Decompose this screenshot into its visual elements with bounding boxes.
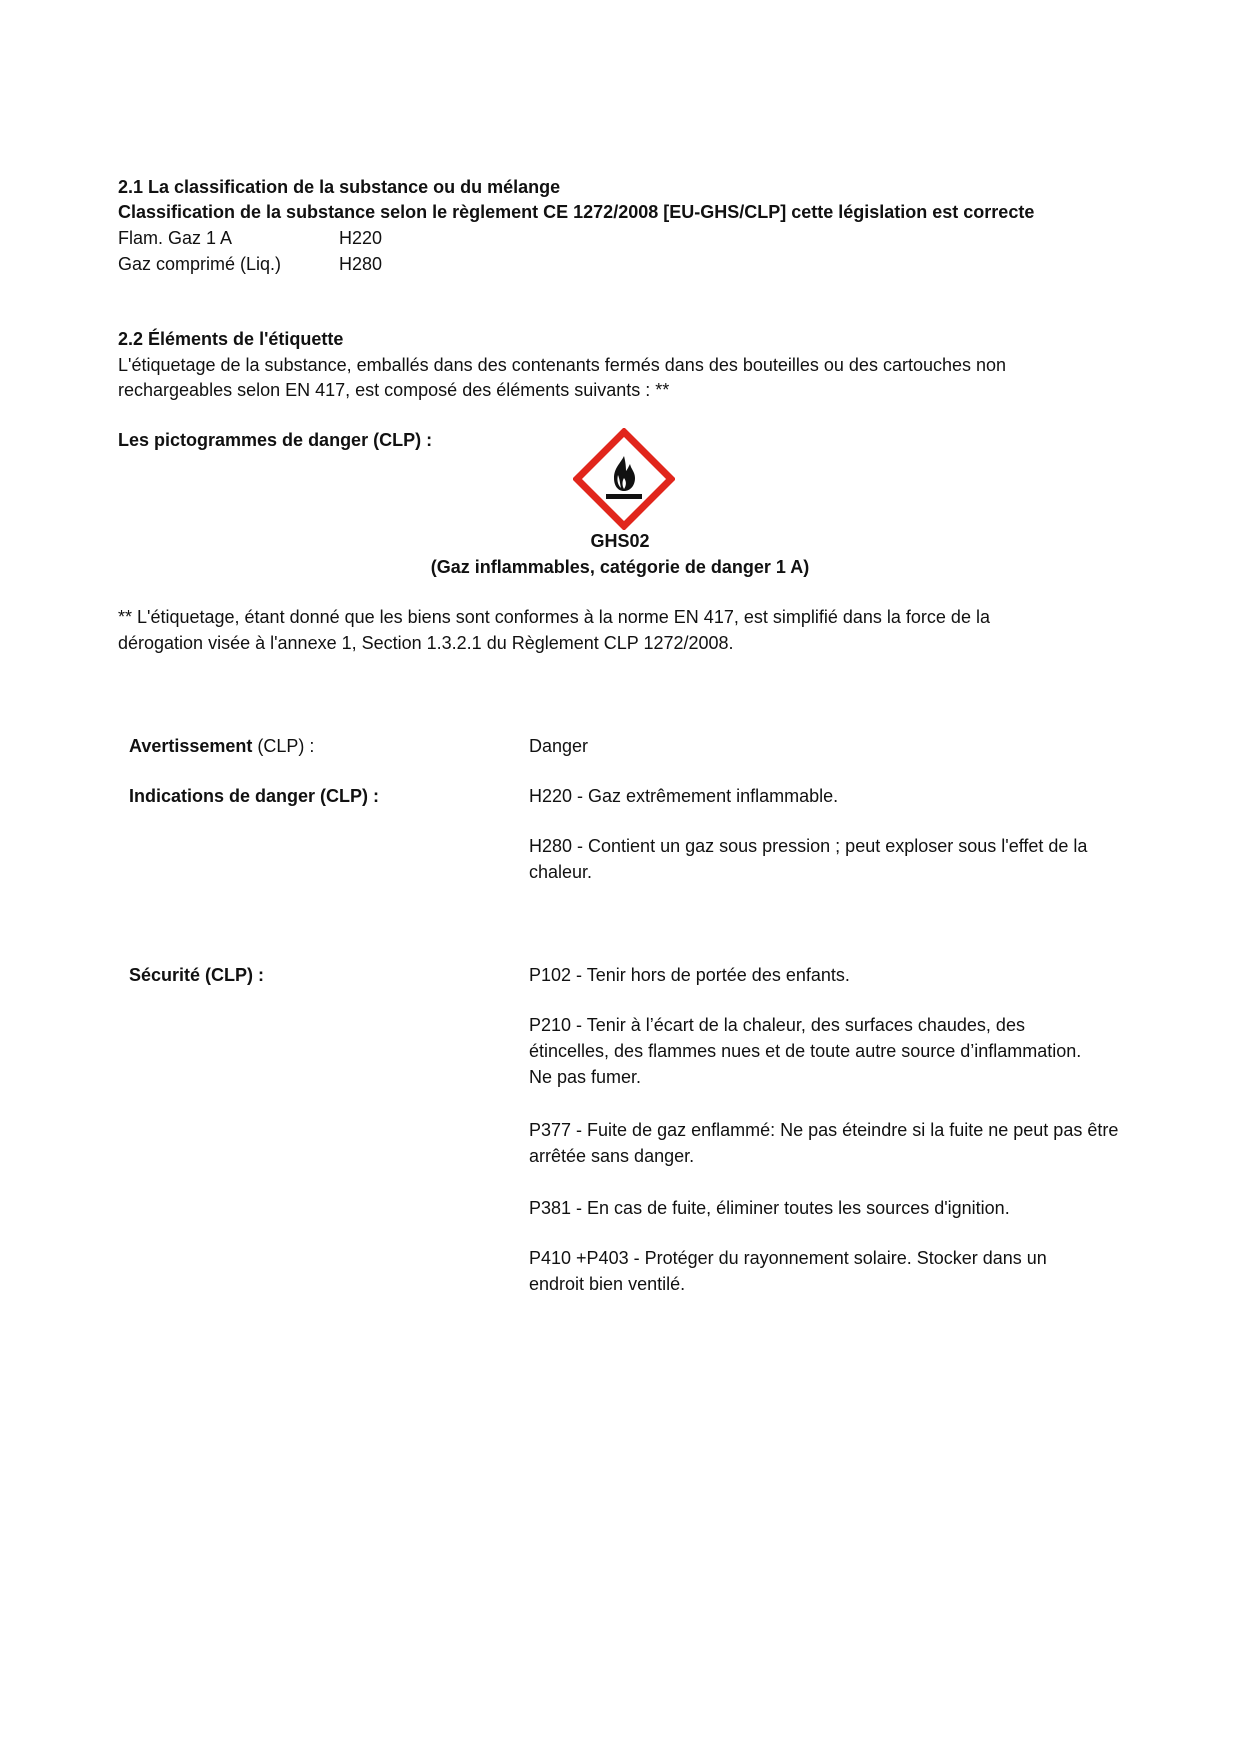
hazard-statement: H280 - Contient un gaz sous pression ; peut exploser sous l'effet de la chaleur. [529, 836, 1088, 882]
pictogram-caption: (Gaz inflammables, catégorie de danger 1 A) [430, 557, 810, 577]
hazard-statement: H220 - Gaz extrêmement inflammable. [529, 786, 839, 806]
ghs02-pictogram [573, 428, 675, 530]
classification-name: Gaz comprimé (Liq.) [118, 254, 282, 274]
label-intro-line: rechargeables selon EN 417, est composé des éléments suivants : ** [118, 380, 670, 400]
label-intro-line: L'étiquetage de la substance, emballés dans des contenants fermés dans des bouteilles ou des cartouches non [118, 355, 1007, 375]
derogation-note-line: ** L'étiquetage, étant donné que les biens sont conformes à la norme EN 417, est simplifié dans la force de la [118, 607, 990, 627]
signal-word-label-suffix: (CLP) : [252, 736, 315, 756]
flame-icon [573, 428, 675, 530]
signal-word-value: Danger [529, 736, 589, 756]
section-2-1-subheading: Classification de la substance selon le règlement CE 1272/2008 [EU-GHS/CLP] cette législation est correcte [118, 202, 1035, 222]
derogation-note-line: dérogation visée à l'annexe 1, Section 1.3.2.1 du Règlement CLP 1272/2008. [118, 633, 734, 653]
precautionary-statement: P377 - Fuite de gaz enflammé: Ne pas éteindre si la fuite ne peut pas être arrêtée sans danger. [529, 1120, 1119, 1166]
pictogram-code: GHS02 [590, 531, 650, 551]
hazard-statements-label: Indications de danger (CLP) : [129, 786, 380, 806]
precautionary-statement: P210 - Tenir à l’écart de la chaleur, des surfaces chaudes, des étincelles, des flammes nues et de toute autre source d’inflammation. Ne pas fumer. [529, 1015, 1082, 1087]
pictogram-label: Les pictogrammes de danger (CLP) : [118, 430, 433, 450]
signal-word-label [129, 733, 314, 759]
classification-code: H280 [339, 254, 383, 274]
section-2-1-heading: 2.1 La classification de la substance ou du mélange [118, 177, 561, 197]
precautionary-statement: P102 - Tenir hors de portée des enfants. [529, 965, 850, 985]
precautionary-statement: P410 +P403 - Protéger du rayonnement solaire. Stocker dans un endroit bien ventilé. [529, 1248, 1047, 1294]
signal-word-label-bold: Avertissement [129, 736, 253, 756]
safety-statements-label: Sécurité (CLP) : [129, 965, 265, 985]
precautionary-statement: P381 - En cas de fuite, éliminer toutes les sources d'ignition. [529, 1198, 1010, 1218]
section-2-2-heading: 2.2 Éléments de l'étiquette [118, 329, 344, 349]
classification-name: Flam. Gaz 1 A [118, 228, 233, 248]
classification-code: H220 [339, 228, 383, 248]
